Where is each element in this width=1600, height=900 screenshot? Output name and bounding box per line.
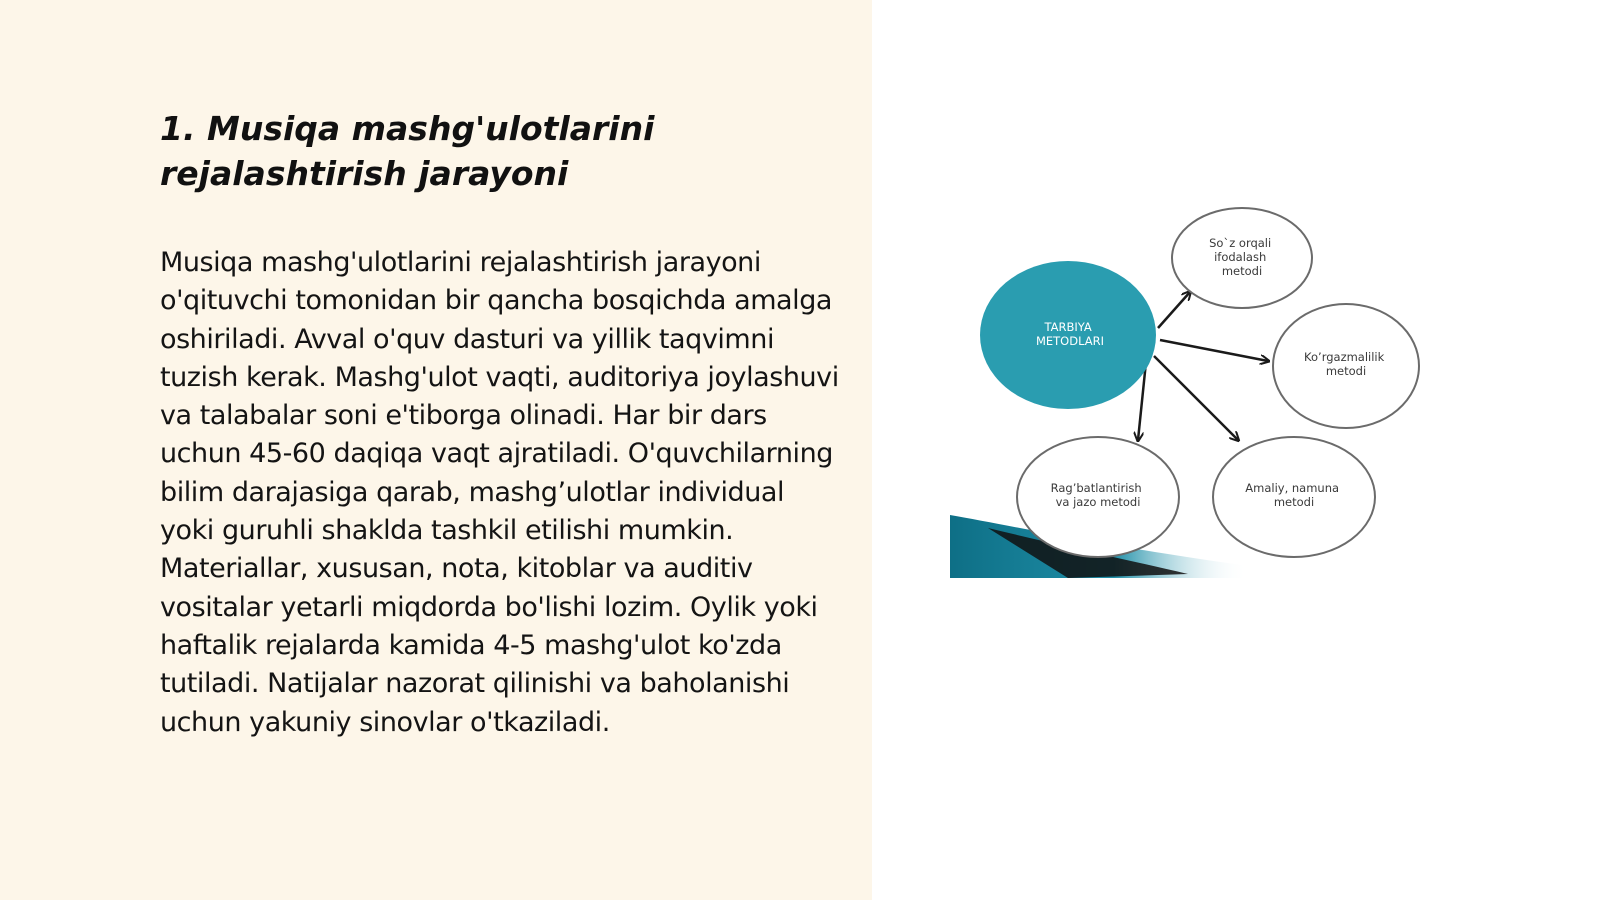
node-amaliy-line-2: metodi [1273, 495, 1315, 509]
center-node-label [1036, 320, 1104, 348]
node-korgazmalilik-line-1: Ko’rgazmalilik [1304, 350, 1385, 364]
slide-body-text: Musiqa mashg'ulotlarini rejalashtirish jarayoni o'qituvchi tomonidan bir qancha bosqichda amalga oshiriladi. Avval o'quv dasturi va yillik taqvimni tuzish kerak. Mashg'ulot vaqti, auditoriya joylashuvi va talabalar soni e'tiborga olinadi. Har bir dars uchun 45-60 daqiqa vaqt ajratiladi. O'quvchilarning bilim darajasiga qarab, mashg’ulotlar individual yoki guruhli shaklda tashkil etilishi mumkin. Materiallar, xususan, nota, kitoblar va auditiv vositalar yetarli miqdorda bo'lishi lozim. Oylik yoki haftalik rejalarda kamida 4-5 mashg'ulot ko'zda tutiladi. Natijalar nazorat qilinishi va baholanishi uchun yakuniy sinovlar o'tkaziladi. [160, 247, 839, 738]
slide-title [160, 106, 840, 196]
node-ragbat-line-2: va jazo metodi [1055, 495, 1141, 509]
center-node-line-1: TARBIYA [1044, 320, 1092, 334]
node-soz-line-3: metodi [1221, 264, 1263, 278]
node-korgazmalilik-line-2: metodi [1325, 364, 1367, 378]
arrow-to-korgazmalilik [1160, 340, 1268, 361]
node-amaliy-line-1: Amaliy, namuna [1245, 481, 1340, 495]
center-node-line-2: METODLARI [1035, 334, 1105, 348]
arrow-to-amaliy [1154, 356, 1238, 440]
node-ragbat-line-1: Rag’batlantirish [1050, 481, 1142, 495]
diagram-svg [948, 200, 1428, 578]
node-soz-line-1: So`z orqali [1209, 236, 1272, 250]
arrow-to-soz [1158, 292, 1190, 328]
methods-diagram [948, 200, 1428, 578]
slide-title-line-2: rejalashtirish jarayoni [160, 154, 569, 193]
node-ragbat-label [1051, 481, 1146, 509]
node-soz-line-2: ifodalash [1214, 250, 1267, 264]
slide-title-line-1: 1. Musiqa mashg'ulotlarini [160, 109, 655, 148]
